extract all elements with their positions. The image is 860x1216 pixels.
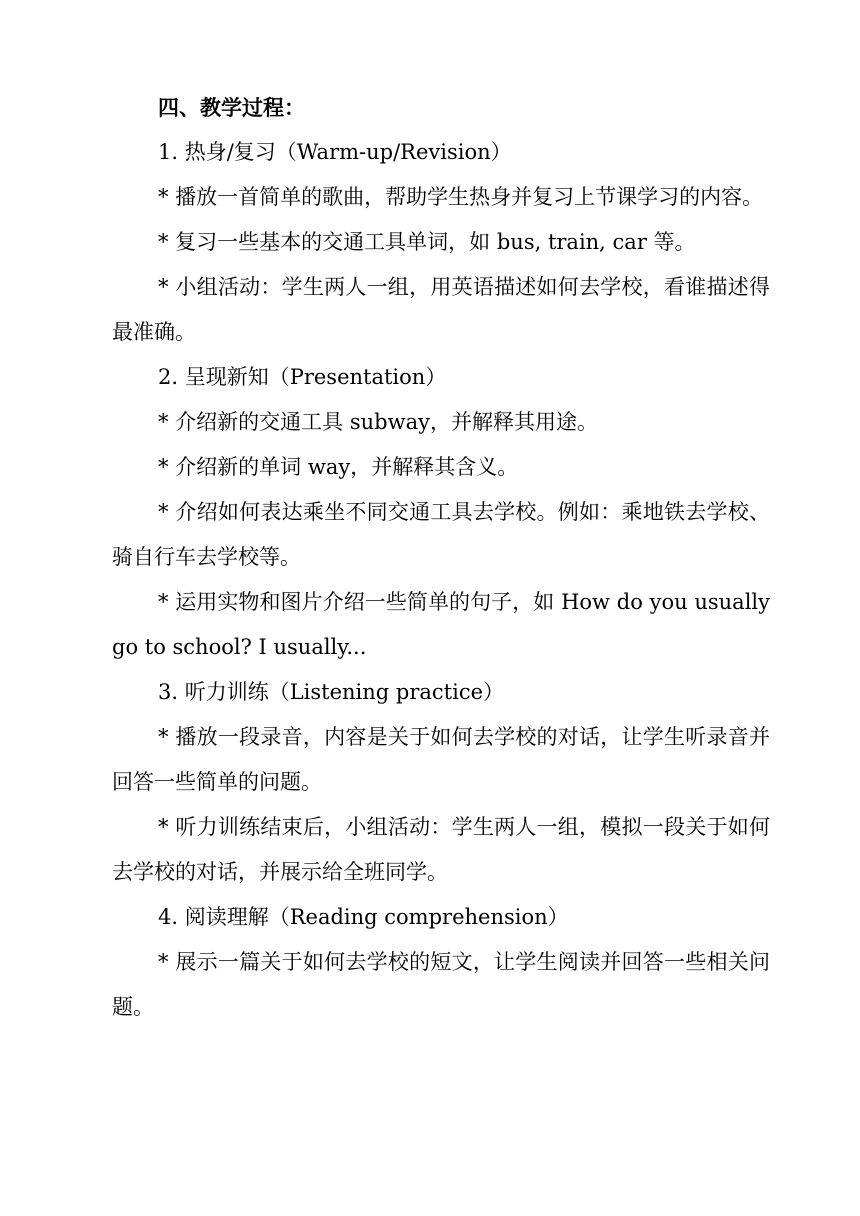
step-1-item-3: * 小组活动：学生两人一组，用英语描述如何去学校，看谁描述得最准确。 [112, 275, 770, 344]
document-body [112, 85, 770, 1030]
step-3-item-1: * 播放一段录音，内容是关于如何去学校的对话，让学生听录音并回答一些简单的问题。 [112, 725, 770, 794]
step-3-item-2: * 听力训练结束后，小组活动：学生两人一组，模拟一段关于如何去学校的对话，并展示给全班同学。 [112, 815, 770, 884]
step-1-item-1: * 播放一首简单的歌曲，帮助学生热身并复习上节课学习的内容。 [158, 185, 764, 209]
step-1-heading: 1. 热身/复习（Warm-up/Revision） [158, 140, 512, 164]
step-4-heading: 4. 阅读理解（Reading comprehension） [158, 905, 569, 929]
step-4-item-1: * 展示一篇关于如何去学校的短文，让学生阅读并回答一些相关问题。 [112, 950, 770, 1019]
section-title: 四、教学过程： [158, 95, 305, 120]
step-2-item-3: * 介绍如何表达乘坐不同交通工具去学校。例如：乘地铁去学校、骑自行车去学校等。 [112, 500, 770, 569]
step-3-heading: 3. 听力训练（Listening practice） [158, 680, 505, 704]
step-2-item-1: * 介绍新的交通工具 subway，并解释其用途。 [158, 410, 598, 434]
step-1-item-2: * 复习一些基本的交通工具单词，如 bus, train, car 等。 [158, 230, 696, 254]
step-2-item-4: * 运用实物和图片介绍一些简单的句子，如 How do you usually go to school? I usually... [112, 590, 770, 659]
step-2-heading: 2. 呈现新知（Presentation） [158, 365, 447, 389]
step-2-item-2: * 介绍新的单词 way，并解释其含义。 [158, 455, 519, 479]
